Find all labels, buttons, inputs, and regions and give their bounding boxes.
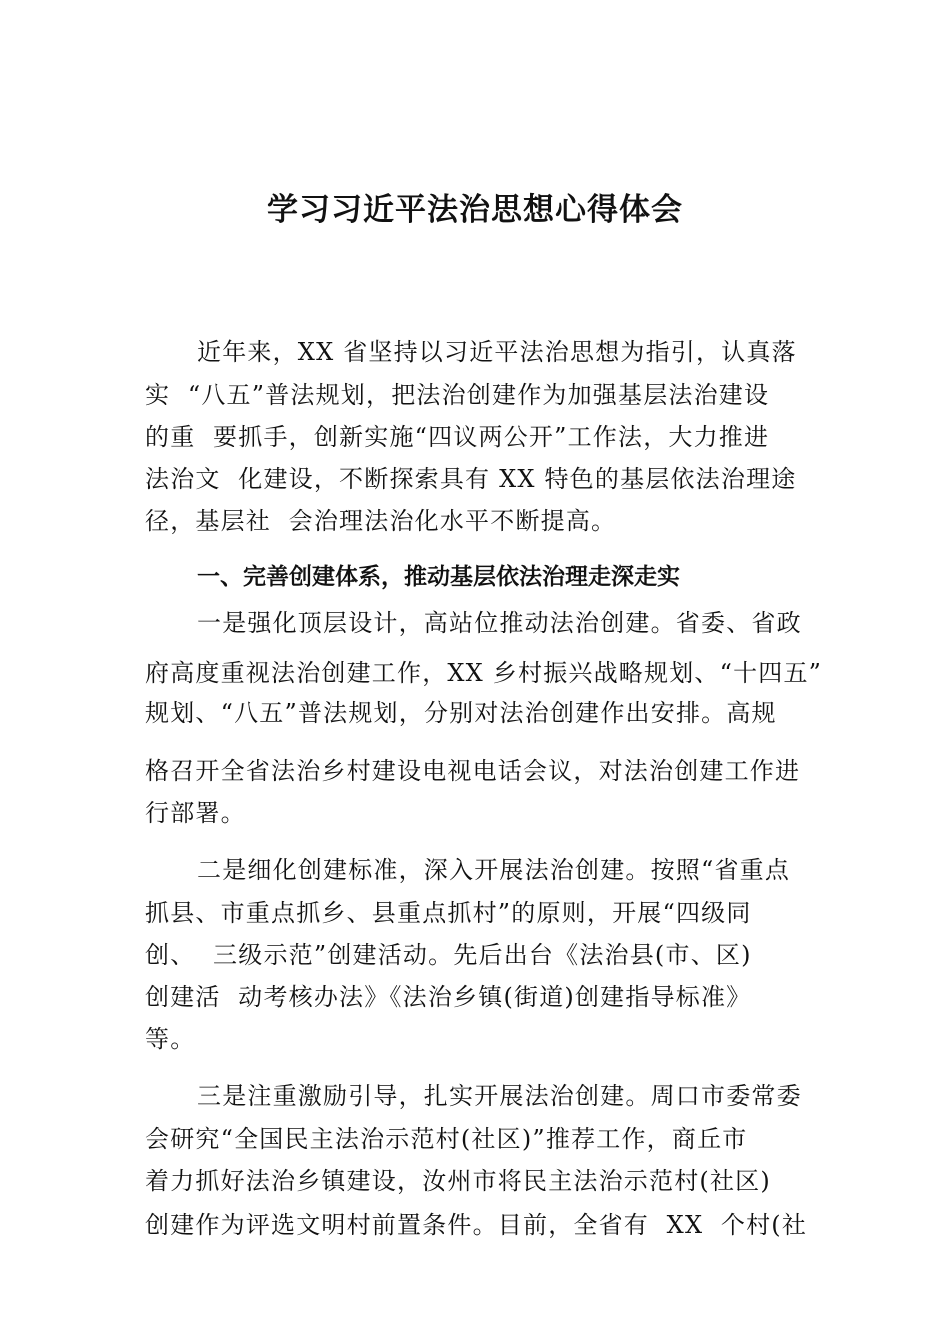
paragraph-line: 着力抓好法治乡镇建设，汝州市将民主法治示范村(社区): [145, 1167, 771, 1195]
section-heading: 一、完善创建体系，推动基层依法治理走深走实: [197, 564, 680, 590]
paragraph-line: 一是强化顶层设计，高站位推动法治创建。省委、省政: [197, 609, 802, 637]
intro-line: 近年来，XX 省坚持以习近平法治思想为指引，认真落: [197, 338, 797, 366]
paragraph-line: 三是注重激励引导，扎实开展法治创建。周口市委常委: [197, 1082, 802, 1110]
paragraph-line: 二是细化创建标准，深入开展法治创建。按照“省重点: [197, 856, 791, 884]
document-title: 学习习近平法治思想心得体会: [267, 192, 683, 228]
paragraph-line: 府高度重视法治创建工作，XX 乡村振兴战略规划、“十四五”: [145, 659, 823, 687]
intro-line: 实 “八五”普法规划，把法治创建作为加强基层法治建设: [145, 381, 770, 409]
paragraph-line: 创建活 动考核办法》《法治乡镇(街道)创建指导标准》: [145, 983, 752, 1011]
paragraph-line: 规划、“八五”普法规划，分别对法治创建作出安排。高规: [145, 699, 777, 727]
paragraph-line: 创、 三级示范”创建活动。先后出台《法治县(市、区): [145, 941, 752, 969]
paragraph-line: 会研究“全国民主法治示范村(社区)”推荐工作，商丘市: [145, 1125, 748, 1153]
intro-line: 径，基层社 会治理法治化水平不断提高。: [145, 507, 617, 535]
paragraph-line: 格召开全省法治乡村建设电视电话会议，对法治创建工作进: [145, 757, 801, 785]
paragraph-line: 创建作为评选文明村前置条件。目前，全省有 XX 个村(社: [145, 1211, 808, 1239]
intro-line: 的重 要抓手，创新实施“四议两公开”工作法，大力推进: [145, 423, 770, 451]
paragraph-line: 行部署。: [145, 799, 246, 827]
intro-line: 法治文 化建设，不断探索具有 XX 特色的基层依法治理途: [145, 465, 797, 493]
paragraph-line: 抓县、市重点抓乡、县重点抓村”的原则，开展“四级同: [145, 899, 752, 927]
paragraph-line: 等。: [145, 1025, 196, 1053]
